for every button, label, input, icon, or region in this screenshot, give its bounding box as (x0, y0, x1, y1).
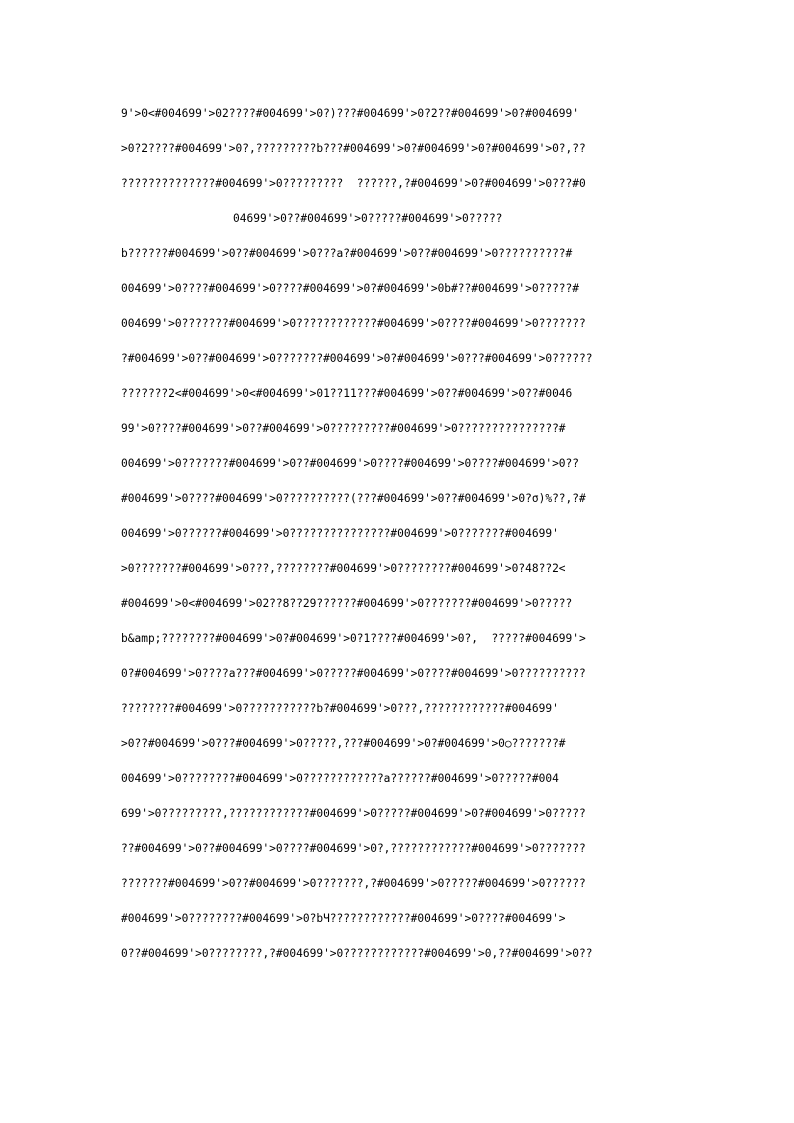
text-line: ??#004699'>0??#004699'>0????#004699'>0?,????????????#004699'>0??????? (121, 842, 586, 855)
text-line: >0??#004699'>0???#004699'>0?????,???#004699'>0?#004699'>0○???????# (121, 737, 566, 750)
text-line: ??????????????#004699'>0????????? ??????,?#004699'>0?#004699'>0???#0 (121, 177, 586, 190)
text-line: ???????#004699'>0??#004699'>0???????,?#004699'>0?????#004699'>0?????? (121, 877, 586, 890)
text-line: 04699'>0??#004699'>0?????#004699'>0????? (233, 212, 503, 225)
text-line: #004699'>0????#004699'>0??????????(???#004699'>0??#004699'>0?σ)%??,?# (121, 492, 586, 505)
text-line: b??????#004699'>0??#004699'>0???a?#004699'>0??#004699'>0??????????# (121, 247, 573, 260)
text-line: 699'>0?????????,????????????#004699'>0?????#004699'>0?#004699'>0????? (121, 807, 586, 820)
text-line: 0?#004699'>0????a???#004699'>0?????#004699'>0????#004699'>0?????????? (121, 667, 586, 680)
text-line: #004699'>0<#004699'>02??8??29??????#004699'>0???????#004699'>0????? (121, 597, 573, 610)
document-body (121, 104, 701, 979)
text-line: 004699'>0????????#004699'>0????????????a??????#004699'>0?????#004 (121, 772, 559, 785)
text-line: ????????#004699'>0???????????b?#004699'>0???,????????????#004699' (121, 702, 559, 715)
text-line: 0??#004699'>0????????,?#004699'>0????????????#004699'>0,??#004699'>0?? (121, 947, 593, 960)
text-line: ?#004699'>0??#004699'>0???????#004699'>0?#004699'>0???#004699'>0?????? (121, 352, 593, 365)
text-line: #004699'>0????????#004699'>0?bЧ????????????#004699'>0????#004699'> (121, 912, 566, 925)
text-line: 004699'>0???????#004699'>0????????????#004699'>0????#004699'>0??????? (121, 317, 586, 330)
text-line: 004699'>0???????#004699'>0??#004699'>0????#004699'>0????#004699'>0?? (121, 457, 580, 470)
text-line: >0???????#004699'>0???,????????#004699'>0????????#004699'>0?48??2< (121, 562, 566, 575)
text-line: b&amp;????????#004699'>0?#004699'>0?1????#004699'>0?, ?????#004699'> (121, 632, 586, 645)
text-line: ???????2<#004699'>0<#004699'>01??11???#004699'>0??#004699'>0??#0046 (121, 387, 573, 400)
text-line: 99'>0????#004699'>0??#004699'>0?????????#004699'>0???????????????# (121, 422, 566, 435)
text-line: 004699'>0????#004699'>0????#004699'>0?#004699'>0b#??#004699'>0?????# (121, 282, 580, 295)
text-line: >0?2????#004699'>0?,?????????b???#004699'>0?#004699'>0?#004699'>0?,?? (121, 142, 586, 155)
text-line: 004699'>0??????#004699'>0???????????????#004699'>0???????#004699' (121, 527, 559, 540)
text-line: 9'>0<#004699'>02????#004699'>0?)???#004699'>0?2??#004699'>0?#004699' (121, 107, 580, 120)
